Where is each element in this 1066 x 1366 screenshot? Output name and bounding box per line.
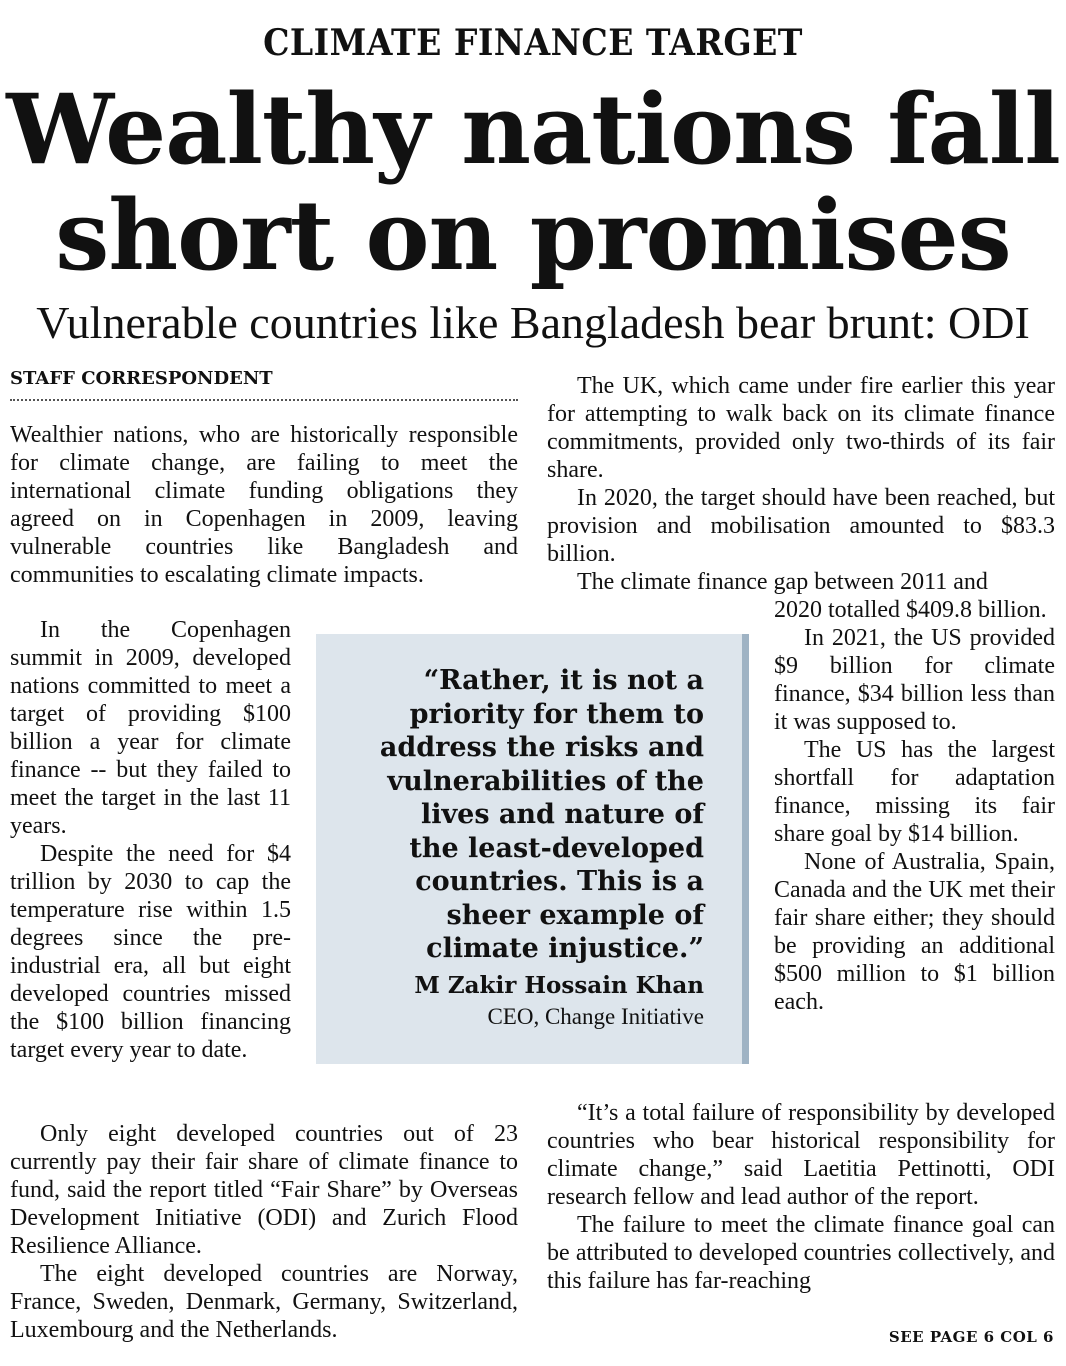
column-1-narrow	[10, 616, 291, 1064]
pull-quote-attribution-role: CEO, Change Initiative	[487, 1004, 704, 1029]
paragraph: In 2021, the US provided $9 billion for climate finance, $34 billion less than it was supposed to.	[774, 625, 1055, 735]
headline-line-1: Wealthy nations fall	[6, 73, 1060, 186]
kicker: CLIMATE FINANCE TARGET	[263, 22, 803, 64]
column-1-top	[10, 421, 518, 589]
paragraph: In the Copenhagen summit in 2009, developed nations committed to meet a target of providing $100 billion a year for climate finance -- but they failed to meet the target in the last 11 years.	[10, 617, 291, 839]
continued-on-page[interactable]: SEE PAGE 6 COL 6	[888, 1328, 1054, 1346]
paragraph: The climate finance gap between 2011 and	[577, 569, 988, 595]
paragraph: Despite the need for $4 trillion by 2030 to cap the temperature rise within 1.5 degrees since the pre-industrial era, all but eight developed countries missed the $100 billion financing target every year to date.	[10, 841, 291, 1063]
byline: STAFF CORRESPONDENT	[10, 368, 518, 401]
paragraph: Wealthier nations, who are historically responsible for climate change, are failing to meet the international climate funding obligations they agreed on in Copenhagen in 2009, leaving vulnerable countries like Bangladesh and communities to escalating climate impacts.	[10, 422, 518, 588]
subheadline: Vulnerable countries like Bangladesh bear brunt: ODI	[36, 297, 1030, 348]
paragraph: The eight developed countries are Norway, France, Sweden, Denmark, Germany, Switzerland, Luxembourg and the Netherlands.	[10, 1261, 518, 1343]
paragraph: Only eight developed countries out of 23 currently pay their fair share of climate finance to fund, said the report titled “Fair Share” by Overseas Development Initiative (ODI) and Zurich Flood Resilience Alliance.	[10, 1121, 518, 1259]
paragraph: The failure to meet the climate finance goal can be attributed to developed countries collectively, and this failure has far-reaching	[547, 1212, 1055, 1294]
column-2-bottom	[547, 1099, 1055, 1295]
paragraph: None of Australia, Spain, Canada and the UK met their fair share either; they should be providing an additional $500 million to $1 billion each.	[774, 849, 1055, 1015]
paragraph: “It’s a total failure of responsibility by developed countries who bear historical responsibility for climate change,” said Laetitia Pettinotti, ODI research fellow and lead author of the report.	[547, 1100, 1055, 1210]
column-2-narrow	[774, 596, 1055, 1016]
pull-quote-attribution-name: M Zakir Hossain Khan	[414, 972, 704, 999]
column-1-bottom	[10, 1120, 518, 1344]
paragraph: In 2020, the target should have been reached, but provision and mobilisation amounted to $83.3 billion.	[547, 485, 1055, 567]
paragraph: The UK, which came under fire earlier this year for attempting to walk back on its climate finance commitments, provided only two-thirds of its fair share.	[547, 373, 1055, 483]
headline-line-2: short on promises	[55, 179, 1011, 292]
pull-quote-box	[316, 634, 749, 1064]
paragraph: 2020 totalled $409.8 billion.	[774, 597, 1047, 623]
paragraph: The US has the largest shortfall for adaptation finance, missing its fair share goal by $14 billion.	[774, 737, 1055, 847]
pull-quote-text: “Rather, it is not a priority for them to address the risks and vulnerabilities of the lives and nature of the least-developed countries. This is a sheer example of climate injustice.”	[379, 665, 704, 964]
column-2-top	[547, 372, 1055, 596]
